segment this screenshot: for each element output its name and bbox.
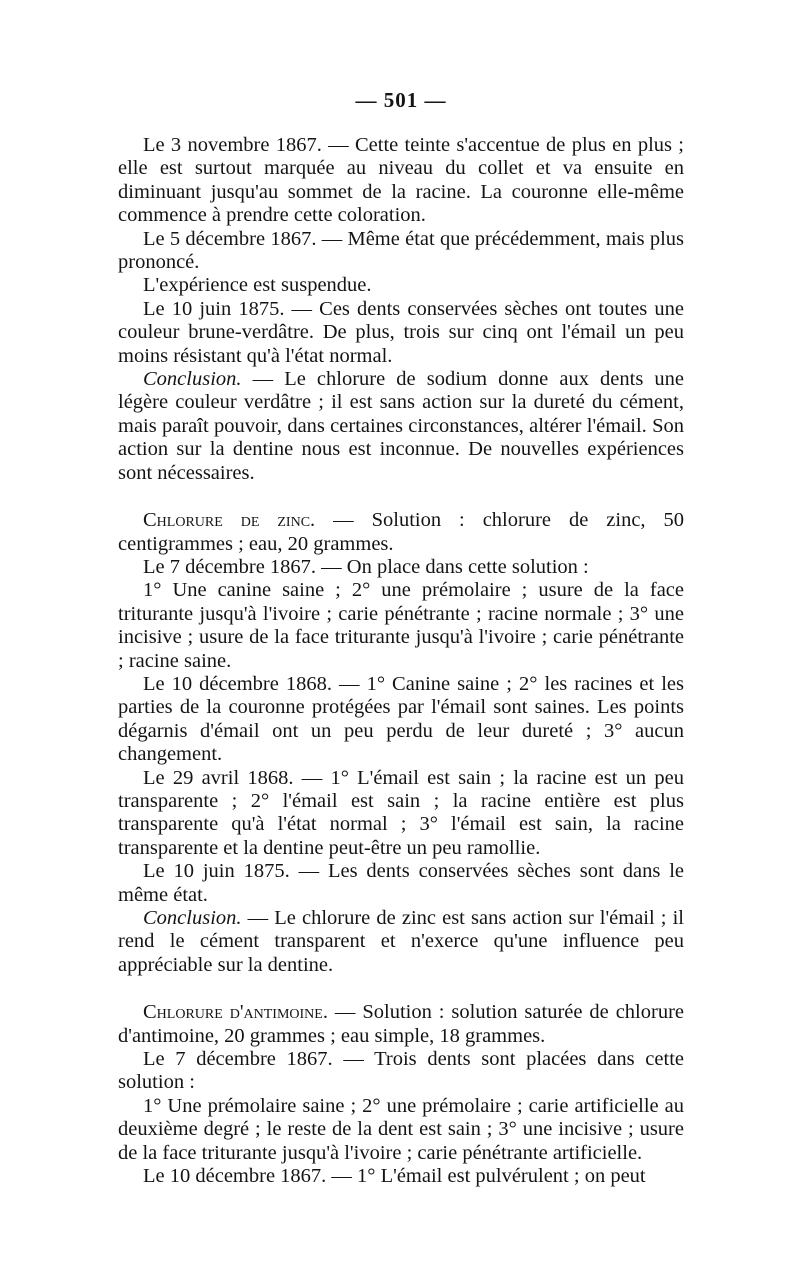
book-page	[118, 86, 684, 1188]
paragraph-antimony-teeth-list: 1° Une prémolaire saine ; 2° une prémolaire ; carie artificielle au deuxième degré ; le reste de la dent est sain ; 3° une incisive ; usure de la face triturante jusqu'à l'ivoire ; carie pénétrante artificielle.	[118, 1094, 684, 1164]
paragraph-zinc-apr-1868: Le 29 avril 1868. — 1° L'émail est sain ; la racine est un peu transparente ; 2° l'émail est sain ; la racine entière est plus transparente qu'à l'état normal ; 3° l'émail est sain, la racine transparente et la dentine peut-être un peu ramollie.	[118, 766, 684, 859]
paragraph-zinc-dec-1867: Le 7 décembre 1867. — On place dans cette solution :	[143, 555, 589, 578]
conclusion-text: — Le chlorure de sodium donne aux dents une légère couleur verdâtre ; il est sans action sur la dureté du cément, mais paraît pouvoir, dans certaines circonstances, altérer l'émail. Son action sur la dentine nous est inconnue. De nouvelles expériences sont nécessaires.	[118, 368, 684, 484]
paragraph-antimony-dec-10-1867: Le 10 décembre 1867. — 1° L'émail est pulvérulent ; on peut	[143, 1165, 646, 1188]
section-title-antimony: Chlorure d'antimoine.	[143, 1001, 328, 1024]
paragraph-june-1875: Le 10 juin 1875. — Ces dents conservées sèches ont toutes une couleur brune-verdâtre. De plus, trois sur cinq ont l'émail un peu moins résistant qu'à l'état normal.	[118, 297, 684, 367]
conclusion-label: Conclusion.	[143, 368, 242, 391]
paragraph-zinc-dec-1868: Le 10 décembre 1868. — 1° Canine saine ; 2° les racines et les parties de la couronne protégées par l'émail sont saines. Les points dégarnis d'émail ont un peu perdu de leur dureté ; 3° aucun changement.	[118, 672, 684, 766]
page-number: — 501 —	[355, 88, 447, 112]
paragraph-antimony-dec-1867: Le 7 décembre 1867. — Trois dents sont placées dans cette solution :	[118, 1048, 684, 1094]
paragraph-zinc-teeth-list: 1° Une canine saine ; 2° une prémolaire ; usure de la face triturante jusqu'à l'ivoire ; carie pénétrante ; racine normale ; 3° une incisive ; usure de la face triturante jusqu'à l'ivoire ; carie pénétrante ; racine saine.	[118, 579, 684, 672]
paragraph-conclusion-zinc	[118, 907, 684, 977]
paragraph-antimony-chloride-heading	[118, 1001, 684, 1048]
section-title-zinc: Chlorure de zinc.	[143, 509, 316, 532]
section-text-antimony: — Solution : solution saturée de chlorure d'antimoine, 20 grammes ; eau simple, 18 grammes.	[118, 1001, 685, 1047]
paragraph-zinc-chloride-heading	[118, 509, 684, 556]
paragraph-conclusion-sodium	[118, 368, 684, 485]
paragraph-experiment-suspended: L'expérience est suspendue.	[143, 274, 372, 297]
paragraph-zinc-june-1875: Le 10 juin 1875. — Les dents conservées sèches sont dans le même état.	[118, 860, 684, 906]
conclusion-label: Conclusion.	[143, 907, 242, 929]
paragraph-nov-1867: Le 3 novembre 1867. — Cette teinte s'accentue de plus en plus ; elle est surtout marquée au niveau du collet et va ensuite en diminuant jusqu'au sommet de la racine. La couronne elle-même commence à prendre cette coloration.	[118, 134, 684, 227]
conclusion-text: — Le chlorure de zinc est sans action sur l'émail ; il rend le cément transparent et n'exerce qu'une influence peu appréciable sur la dentine.	[118, 907, 684, 976]
section-text-zinc: — Solution : chlorure de zinc, 50 centigrammes ; eau, 20 grammes.	[118, 509, 685, 555]
paragraph-dec-1867: Le 5 décembre 1867. — Même état que précédemment, mais plus prononcé.	[118, 227, 684, 274]
